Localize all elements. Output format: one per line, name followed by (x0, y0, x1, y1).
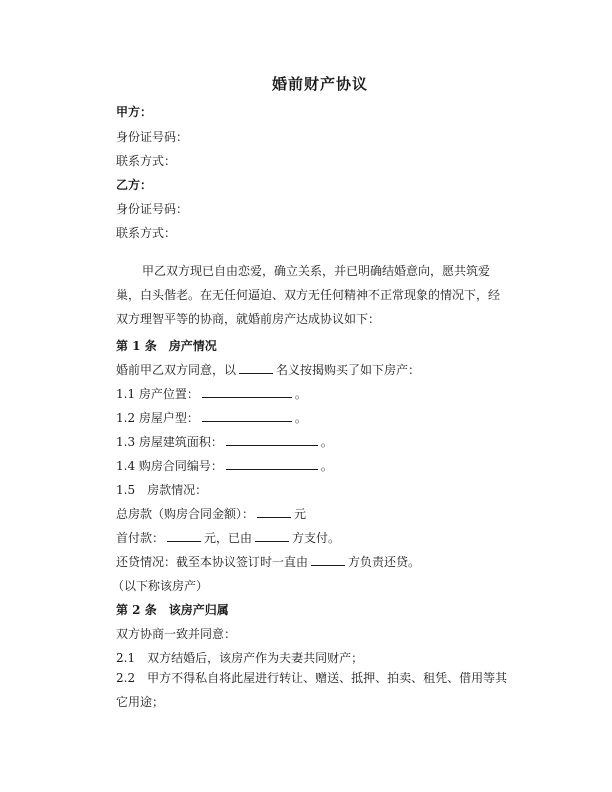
down-payment-blank (167, 531, 201, 542)
item-1-2-period: 。 (294, 411, 307, 425)
item-1-3-label: 1.3 房屋建筑面积： (116, 435, 223, 449)
total-price-line (116, 505, 306, 522)
total-price-blank (257, 507, 291, 518)
down-payment-label: 首付款： (116, 531, 165, 545)
party-b-id-label: 身份证号码： (116, 202, 189, 216)
down-payment-line (116, 529, 340, 546)
loan-payer-blank (311, 555, 345, 566)
loan-label: 还贷情况：截至本协议签订时一直由 (116, 555, 309, 569)
item-1-4-line (116, 457, 333, 474)
item-1-2-line (116, 409, 307, 426)
item-2-2: 2.2 甲方不得私自将此屋进行转让、赠送、抵押、拍卖、租凭、借用等其它用途； (116, 671, 508, 709)
item-1-5-label: 1.5 房款情况： (116, 483, 208, 497)
document-title: 婚前财产协议 (271, 75, 368, 93)
item-1-2-label: 1.2 房屋户型： (116, 411, 199, 425)
payer-blank (255, 531, 289, 542)
item-1-4-label: 1.4 购房合同编号： (116, 459, 223, 473)
party-a-id-label: 身份证号码： (116, 130, 189, 144)
item-1-1-line (116, 385, 307, 402)
party-a-contact-label: 联系方式： (116, 154, 177, 168)
contract-number-blank (226, 459, 318, 470)
item-2-1: 2.1 双方结婚后，该房产作为夫妻共同财产； (116, 651, 364, 665)
purchase-line (116, 361, 420, 378)
item-1-1-label: 1.1 房产位置： (116, 387, 199, 401)
article-1-heading: 第 1 条 房产情况 (116, 339, 217, 353)
purchaser-name-blank (239, 363, 273, 374)
loan-line (116, 553, 420, 570)
article-2-heading: 第 2 条 该房产归属 (116, 603, 229, 617)
down-payment-text-c: 方支付。 (292, 531, 341, 545)
purchase-text-a: 婚前甲乙双方同意，以 (116, 363, 237, 377)
total-price-label: 总房款（购房合同金额）： (116, 507, 255, 521)
party-b-contact-label: 联系方式： (116, 226, 177, 240)
house-type-blank (202, 411, 292, 422)
loan-text-b: 方负责还贷。 (348, 555, 421, 569)
item-1-4-period: 。 (320, 459, 333, 473)
intro-text: 甲乙双方现已自由恋爱，确立关系，并已明确结婚意向，愿共筑爱巢，白头偕老。在无任何逼迫、双方无任何精神不正常现象的情况下，经双方理智平等的协商，就婚前房产达成协议如下： (116, 264, 501, 326)
purchase-text-b: 名义按揭购买了如下房产： (276, 363, 421, 377)
item-2-2-paragraph (116, 666, 508, 714)
intro-paragraph (116, 259, 508, 331)
item-1-3-line (116, 433, 333, 450)
party-a-label: 甲方： (116, 105, 153, 119)
article-2-agree: 双方协商一致并同意： (116, 627, 237, 641)
item-1-1-period: 。 (294, 387, 307, 401)
property-location-blank (202, 387, 292, 398)
floor-area-blank (226, 435, 318, 446)
total-price-unit: 元 (294, 507, 307, 521)
party-b-label: 乙方： (116, 178, 153, 192)
item-1-3-period: 。 (320, 435, 333, 449)
property-note: （以下称该房产） (112, 579, 209, 593)
down-payment-text-b: 元，已由 (204, 531, 253, 545)
